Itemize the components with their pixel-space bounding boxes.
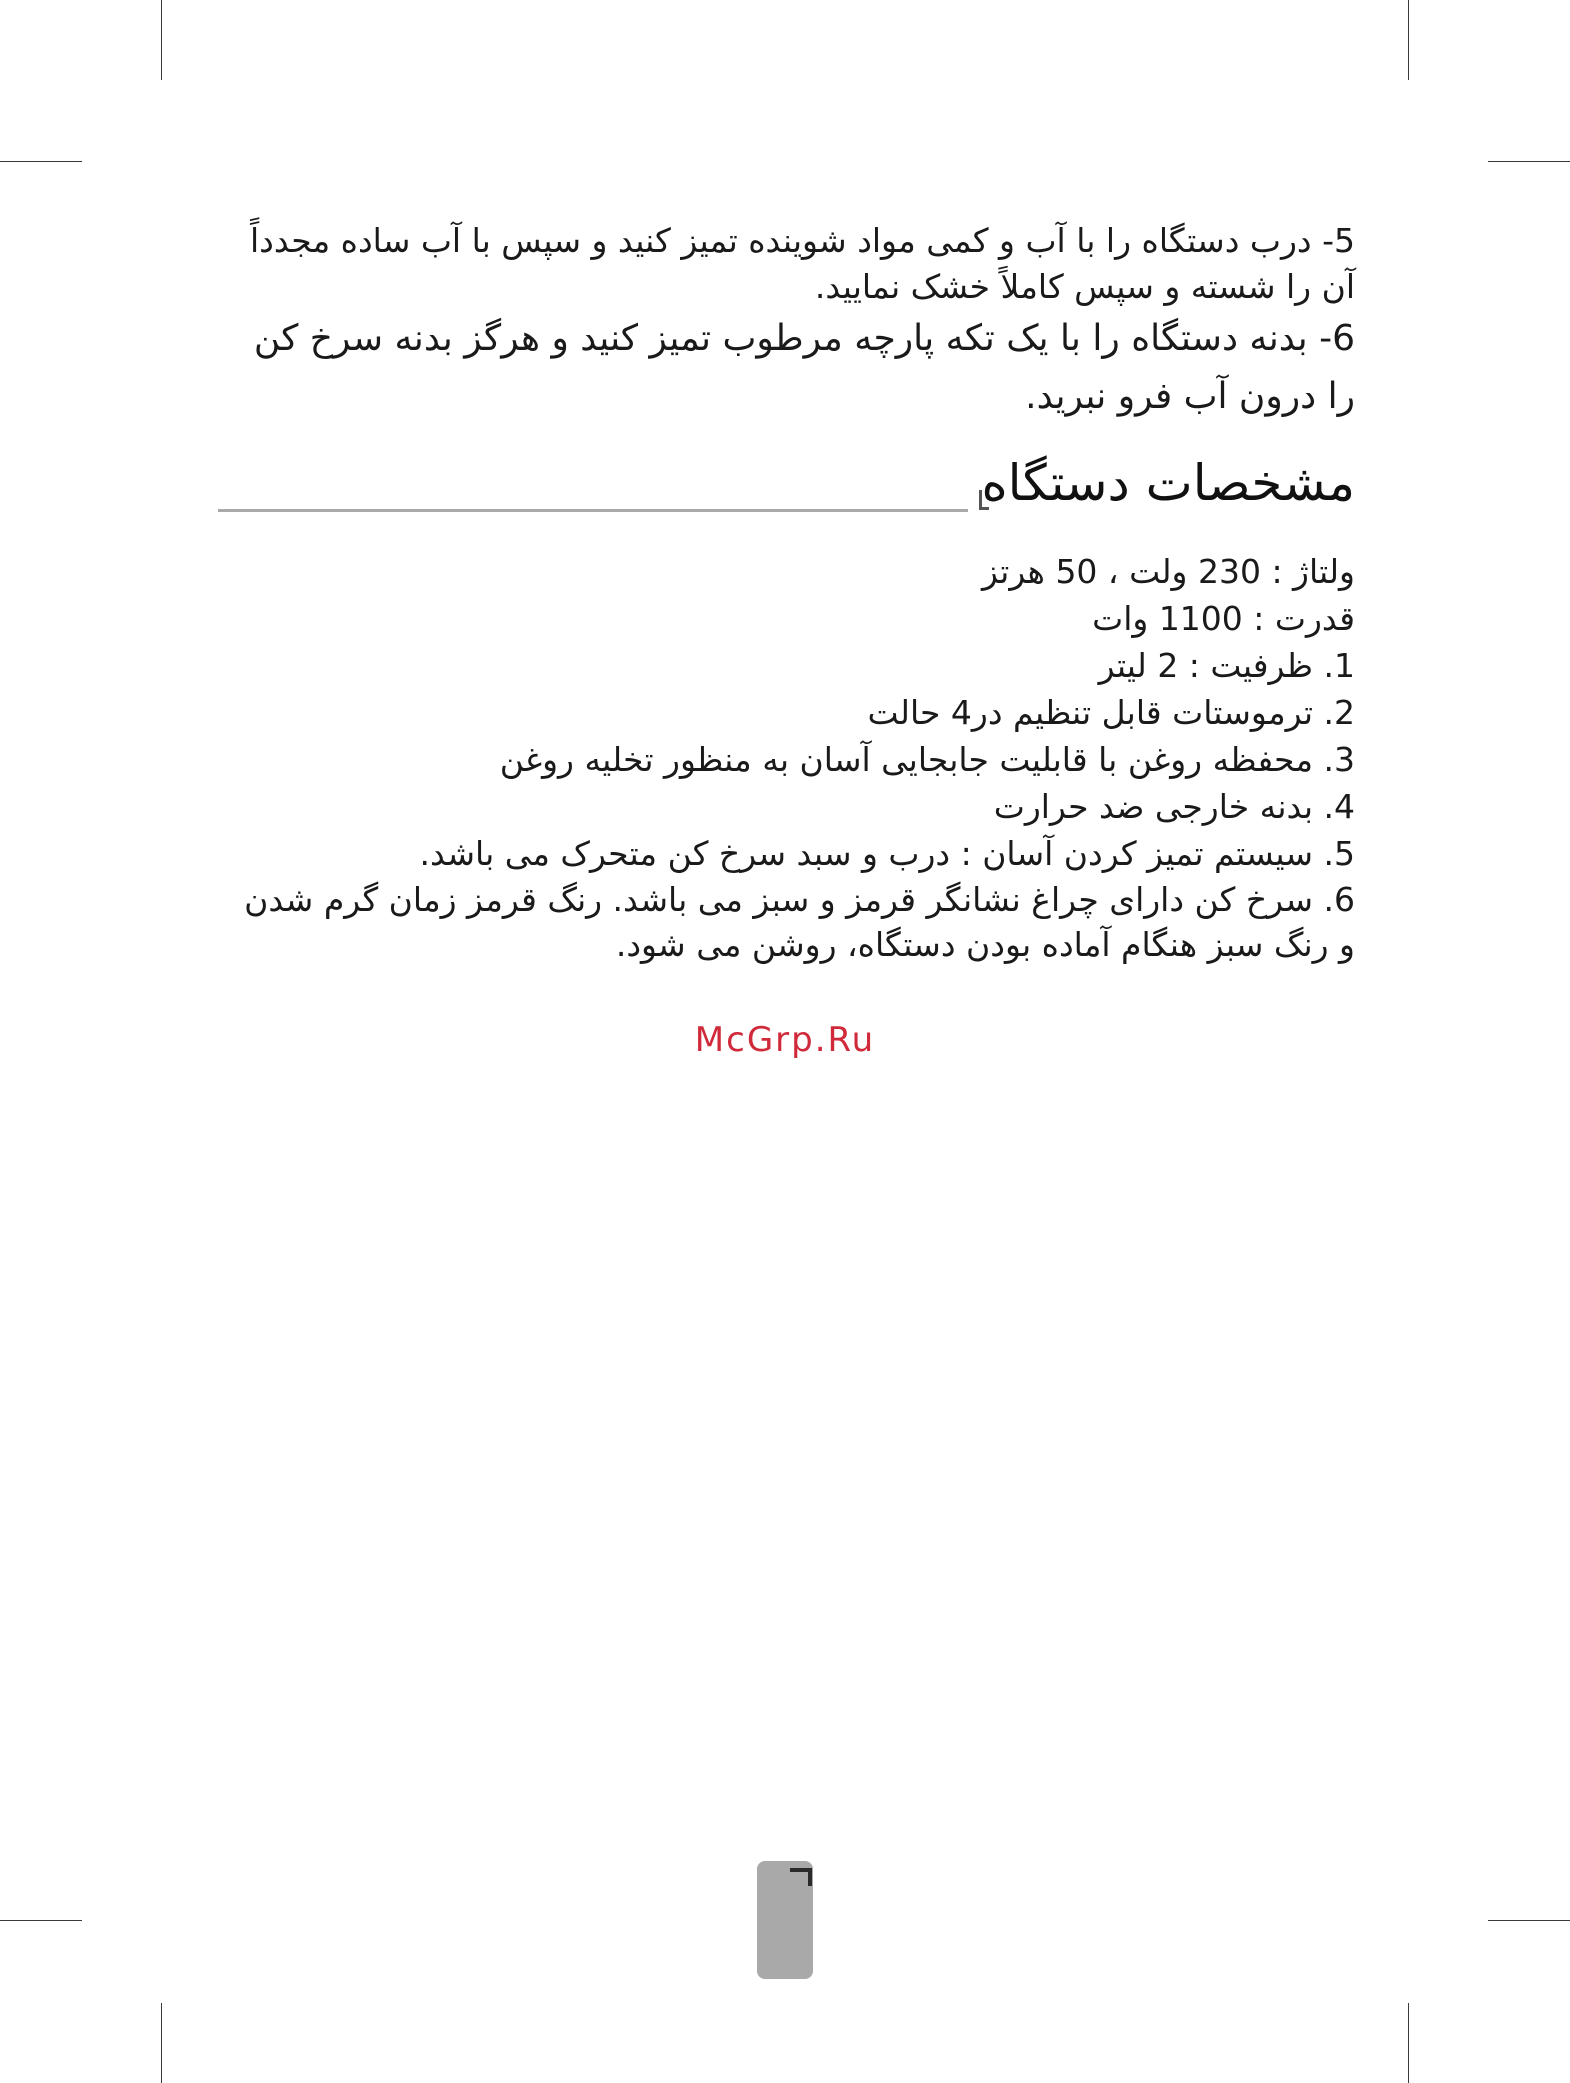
crop-mark-right-bottom: [1488, 1920, 1570, 1921]
spec-voltage: ولتاژ : 230 ولت ، 50 هرتز: [981, 552, 1355, 591]
crop-mark-right-top: [1488, 161, 1570, 162]
crop-mark-top-right: [1408, 0, 1409, 80]
spec-item: 3. محفظه روغن با قابلیت جابجایی آسان به منظور تخلیه روغن: [499, 740, 1355, 779]
page-tab-corner-mark: [790, 1868, 812, 1886]
spec-item: 4. بدنه خارجی ضد حرارت: [993, 787, 1355, 826]
title-corner-mark: [979, 490, 989, 510]
crop-mark-top-left: [161, 0, 162, 80]
crop-mark-left-top: [0, 161, 82, 162]
crop-mark-left-bottom: [0, 1920, 82, 1921]
title-divider: [218, 509, 968, 512]
specifications-title: مشخصات دستگاه: [981, 454, 1355, 512]
spec-item: 6. سرخ کن دارای چراغ نشانگر قرمز و سبز می باشد. رنگ قرمز زمان گرم شدن و رنگ سبز هنگام آماده بودن دستگاه، روشن می شود.: [244, 880, 1355, 964]
crop-mark-bottom-right: [1408, 2003, 1409, 2083]
crop-mark-bottom-left: [161, 2003, 162, 2083]
watermark: McGrp.Ru: [694, 1020, 876, 1060]
cleaning-step-5: 5- درب دستگاه را با آب و کمی مواد شوینده تمیز کنید و سپس با آب ساده مجدداً آن را شسته و سپس کاملاً خشک نمایید.: [250, 221, 1355, 306]
cleaning-instructions: [218, 218, 1355, 426]
spec-item: 5. سیستم تمیز کردن آسان : درب و سبد سرخ کن متحرک می باشد.: [419, 834, 1355, 873]
cleaning-step-6: 6- بدنه دستگاه را با یک تکه پارچه مرطوب تمیز کنید و هرگز بدنه سرخ کن را درون آب فرو نبرید.: [253, 318, 1355, 417]
specifications-list: [218, 548, 1355, 967]
spec-item: 1. ظرفیت : 2 لیتر: [1098, 646, 1355, 685]
spec-power: قدرت : 1100 وات: [1092, 599, 1355, 638]
spec-item: 2. ترموستات قابل تنظیم در4 حالت: [867, 693, 1355, 732]
